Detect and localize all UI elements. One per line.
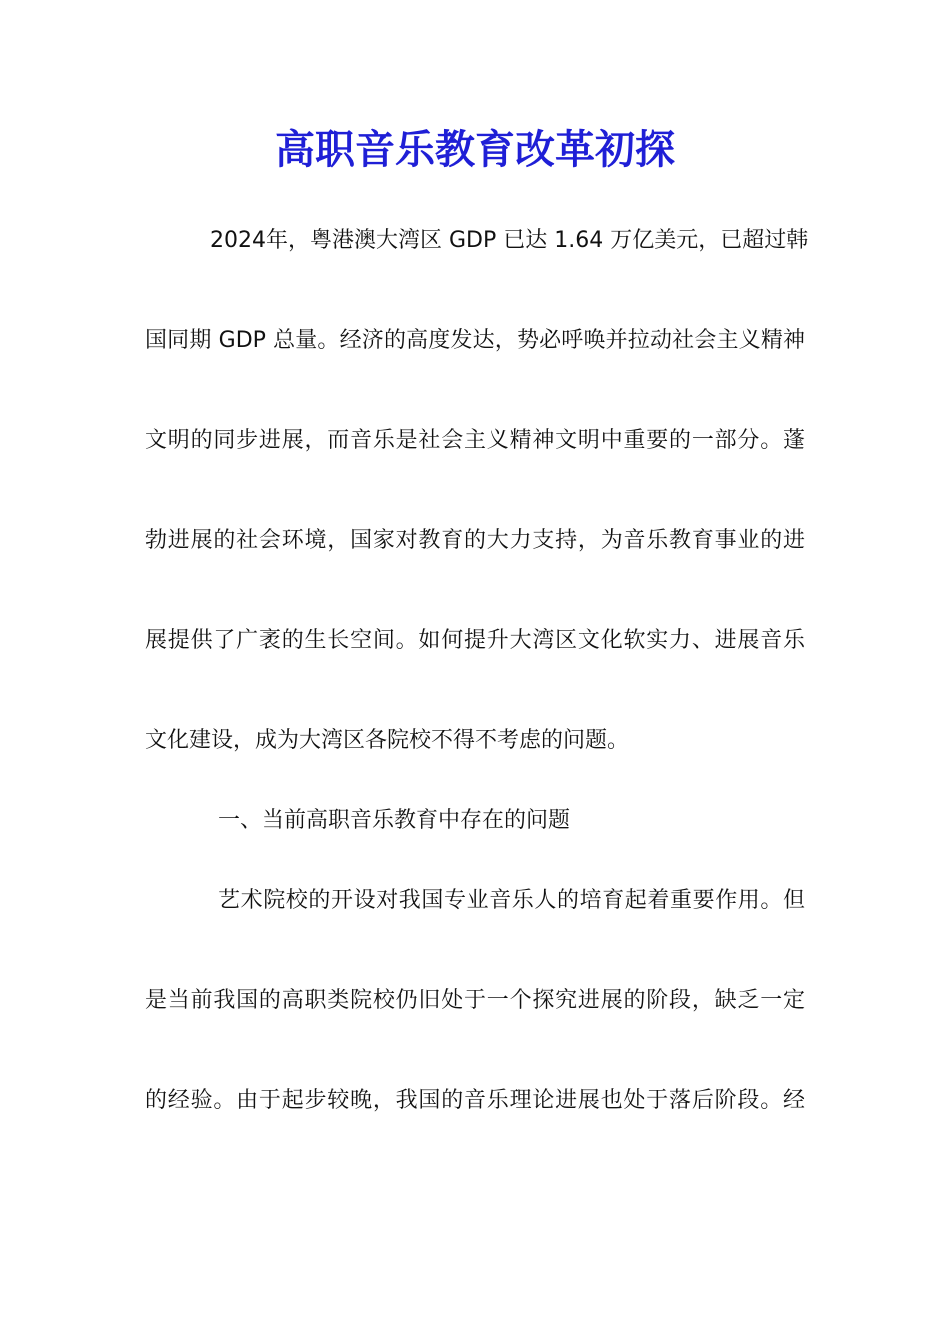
paragraph-1-line-6: 文化建设，成为大湾区各院校不得不考虑的问题。 [145,728,630,753]
paragraph-1-line-3: 文明的同步进展，而音乐是社会主义精神文明中重要的一部分。蓬 [145,428,805,453]
paragraph-2-line-2: 是当前我国的高职类院校仍旧处于一个探究进展的阶段，缺乏一定 [145,988,805,1013]
section-heading: 一、当前高职音乐教育中存在的问题 [218,808,571,833]
paragraph-1-line-2: 国同期 GDP 总量。经济的高度发达，势必呼唤并拉动社会主义精神 [145,328,805,353]
paragraph-2-line-3: 的经验。由于起步较晚，我国的音乐理论进展也处于落后阶段。经 [145,1088,805,1113]
paragraph-1-line-5: 展提供了广袤的生长空间。如何提升大湾区文化软实力、进展音乐 [145,628,805,653]
paragraph-1-line-4: 勃进展的社会环境，国家对教育的大力支持，为音乐教育事业的进 [145,528,805,553]
paragraph-2-line-1: 艺术院校的开设对我国专业音乐人的培育起着重要作用。但 [218,888,805,913]
paragraph-1-line-1: 2024年，粤港澳大湾区 GDP 已达 1.64 万亿美元，已超过韩 [210,228,809,253]
document-title: 高职音乐教育改革初探 [275,126,675,173]
